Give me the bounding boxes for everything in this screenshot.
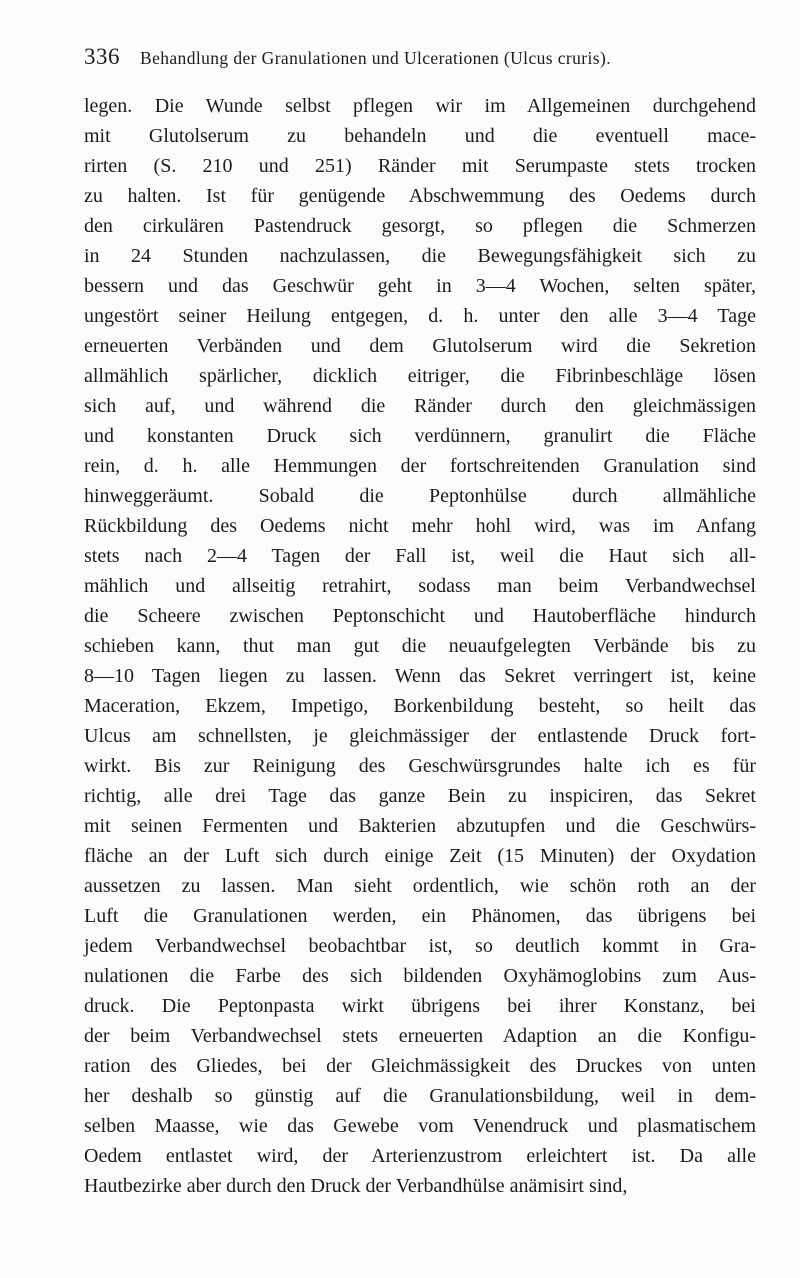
text-line: rein, d. h. alle Hemmungen der fortschreitenden Granulation sind [84,455,756,477]
text-line: den cirkulären Pastendruck gesorgt, so pflegen die Schmerzen [84,215,756,237]
text-line: schieben kann, thut man gut die neuaufgelegten Verbände bis zu [84,635,756,657]
text-line: bessern und das Geschwür geht in 3—4 Wochen, selten später, [84,275,756,297]
page-header [84,44,756,84]
text-line: Ulcus am schnellsten, je gleichmässiger der entlastende Druck fort- [84,725,756,747]
text-line: der beim Verbandwechsel stets erneuerten Adaption an die Konfigu- [84,1025,756,1047]
book-page [84,44,756,1201]
text-line: sich auf, und während die Ränder durch den gleichmässigen [84,395,756,417]
text-line: jedem Verbandwechsel beobachtbar ist, so deutlich kommt in Gra- [84,935,756,957]
text-line: in 24 Stunden nachzulassen, die Bewegungsfähigkeit sich zu [84,245,756,267]
page-number: 336 [84,44,120,69]
text-line: hinweggeräumt. Sobald die Peptonhülse durch allmähliche [84,485,756,507]
text-line: 8—10 Tagen liegen zu lassen. Wenn das Sekret verringert ist, keine [84,665,756,687]
text-line: allmählich spärlicher, dicklich eitriger, die Fibrinbeschläge lösen [84,365,756,387]
text-line: zu halten. Ist für genügende Abschwemmung des Oedems durch [84,185,756,207]
running-head: Behandlung der Granulationen und Ulcerationen (Ulcus cruris). [140,48,611,68]
text-line: stets nach 2—4 Tagen der Fall ist, weil die Haut sich all- [84,545,756,567]
text-line: Rückbildung des Oedems nicht mehr hohl wird, was im Anfang [84,515,756,537]
text-line: fläche an der Luft sich durch einige Zeit (15 Minuten) der Oxydation [84,845,756,867]
text-line: ration des Gliedes, bei der Gleichmässigkeit des Druckes von unten [84,1055,756,1077]
text-line: Maceration, Ekzem, Impetigo, Borkenbildung besteht, so heilt das [84,695,756,717]
text-line: legen. Die Wunde selbst pflegen wir im Allgemeinen durchgehend [84,95,756,117]
text-line: mählich und allseitig retrahirt, sodass man beim Verbandwechsel [84,575,756,597]
text-line: erneuerten Verbänden und dem Glutolserum wird die Sekretion [84,335,756,357]
text-line: nulationen die Farbe des sich bildenden Oxyhämoglobins zum Aus- [84,965,756,987]
text-line: wirkt. Bis zur Reinigung des Geschwürsgrundes halte ich es für [84,755,756,777]
text-line: Hautbezirke aber durch den Druck der Verbandhülse anämisirt sind, [84,1175,628,1197]
text-line: die Scheere zwischen Peptonschicht und Hautoberfläche hindurch [84,605,756,627]
text-line: her deshalb so günstig auf die Granulationsbildung, weil in dem- [84,1085,756,1107]
text-line: und konstanten Druck sich verdünnern, granulirt die Fläche [84,425,756,447]
body-text [84,91,756,1201]
text-line: Luft die Granulationen werden, ein Phänomen, das übrigens bei [84,905,756,927]
text-line: aussetzen zu lassen. Man sieht ordentlich, wie schön roth an der [84,875,756,897]
text-line: mit Glutolserum zu behandeln und die eventuell mace- [84,125,756,147]
text-line: mit seinen Fermenten und Bakterien abzutupfen und die Geschwürs- [84,815,756,837]
text-line: ungestört seiner Heilung entgegen, d. h. unter den alle 3—4 Tage [84,305,756,327]
text-line: Oedem entlastet wird, der Arterienzustrom erleichtert ist. Da alle [84,1145,756,1167]
text-line: druck. Die Peptonpasta wirkt übrigens bei ihrer Konstanz, bei [84,995,756,1017]
text-line: rirten (S. 210 und 251) Ränder mit Serumpaste stets trocken [84,155,756,177]
text-line: selben Maasse, wie das Gewebe vom Venendruck und plasmatischem [84,1115,756,1137]
text-line: richtig, alle drei Tage das ganze Bein zu inspiciren, das Sekret [84,785,756,807]
